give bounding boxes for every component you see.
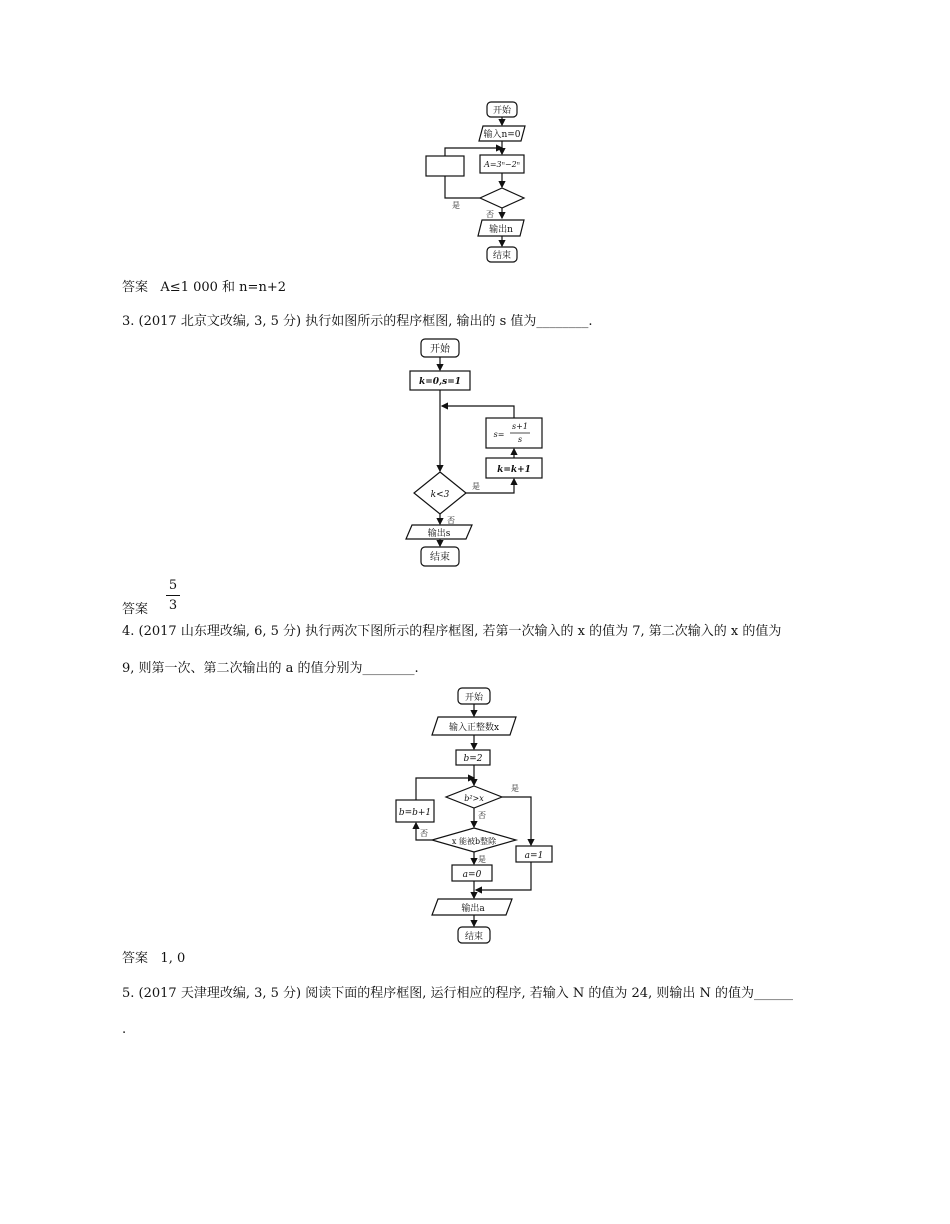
yes-label: 是: [472, 482, 480, 491]
output-label: 输出n: [489, 225, 513, 235]
end-label: 结束: [430, 552, 450, 563]
yes-2-label: 是: [478, 855, 486, 864]
empty-box: [426, 156, 464, 176]
condition-2-label: x 能被b整除: [451, 837, 497, 846]
yes-1-label: 是: [511, 784, 519, 793]
end-label: 结束: [464, 932, 484, 942]
assign-label: A=3ⁿ−2ⁿ: [484, 160, 520, 169]
answer-1: [122, 280, 286, 296]
input-label: 输入n=0: [483, 130, 521, 140]
answer-label: 答案: [122, 951, 149, 966]
yes-label: 是: [452, 201, 460, 210]
fraction-bar: [166, 595, 180, 596]
flowchart-2: [398, 336, 558, 572]
start-label: 开始: [430, 344, 450, 355]
answer-3-label: 答案: [122, 602, 149, 617]
no-label: 否: [486, 210, 494, 219]
start-label: 开始: [464, 693, 484, 703]
answer-text: 1, 0: [160, 951, 186, 966]
a0-label: a=0: [462, 870, 482, 880]
flowchart-3: [386, 684, 566, 948]
end-label: 结束: [492, 251, 512, 261]
init-label: k=0,s=1: [418, 377, 462, 387]
output-label: 输出s: [427, 529, 451, 539]
answer-4: [122, 951, 185, 967]
s-denominator: s: [517, 435, 523, 444]
question-5-line-1: 5. (2017 天津理改编, 3, 5 分) 阅读下面的程序框图, 运行相应的程序, 若输入 N 的值为 24, 则输出 N 的值为______: [122, 986, 793, 1001]
no-label: 否: [447, 516, 455, 525]
start-label: 开始: [492, 106, 512, 116]
answer-3-fraction: [166, 578, 180, 613]
condition-diamond: [480, 188, 524, 208]
output-label: 输出a: [461, 904, 485, 914]
no-2-label: 否: [420, 829, 428, 838]
condition-1-label: b²>x: [464, 794, 484, 803]
no-1-label: 否: [478, 811, 486, 820]
answer-label: 答案: [122, 280, 149, 295]
input-label: 输入正整数x: [448, 723, 500, 733]
condition-label: k<3: [430, 490, 450, 500]
init-label: b=2: [463, 754, 483, 764]
question-4-line-2: 9, 则第一次、第二次输出的 a 的值分别为________.: [122, 661, 419, 676]
question-4-line-1: 4. (2017 山东理改编, 6, 5 分) 执行两次下图所示的程序框图, 若第一次输入的 x 的值为 7, 第二次输入的 x 的值为: [122, 624, 782, 639]
fraction-denominator: 3: [168, 598, 178, 613]
flowchart-1: [420, 98, 540, 266]
answer-text: A≤1 000 和 n=n+2: [160, 280, 286, 295]
k-update-label: k=k+1: [497, 465, 531, 475]
question-5-line-2: .: [122, 1022, 127, 1037]
question-3: 3. (2017 北京文改编, 3, 5 分) 执行如图所示的程序框图, 输出的 s 值为________.: [122, 314, 593, 329]
b-update-label: b=b+1: [398, 808, 432, 818]
s-numerator: s+1: [512, 422, 528, 431]
fraction-numerator: 5: [168, 578, 178, 593]
a1-label: a=1: [524, 851, 544, 861]
s-lhs: s=: [493, 430, 505, 439]
